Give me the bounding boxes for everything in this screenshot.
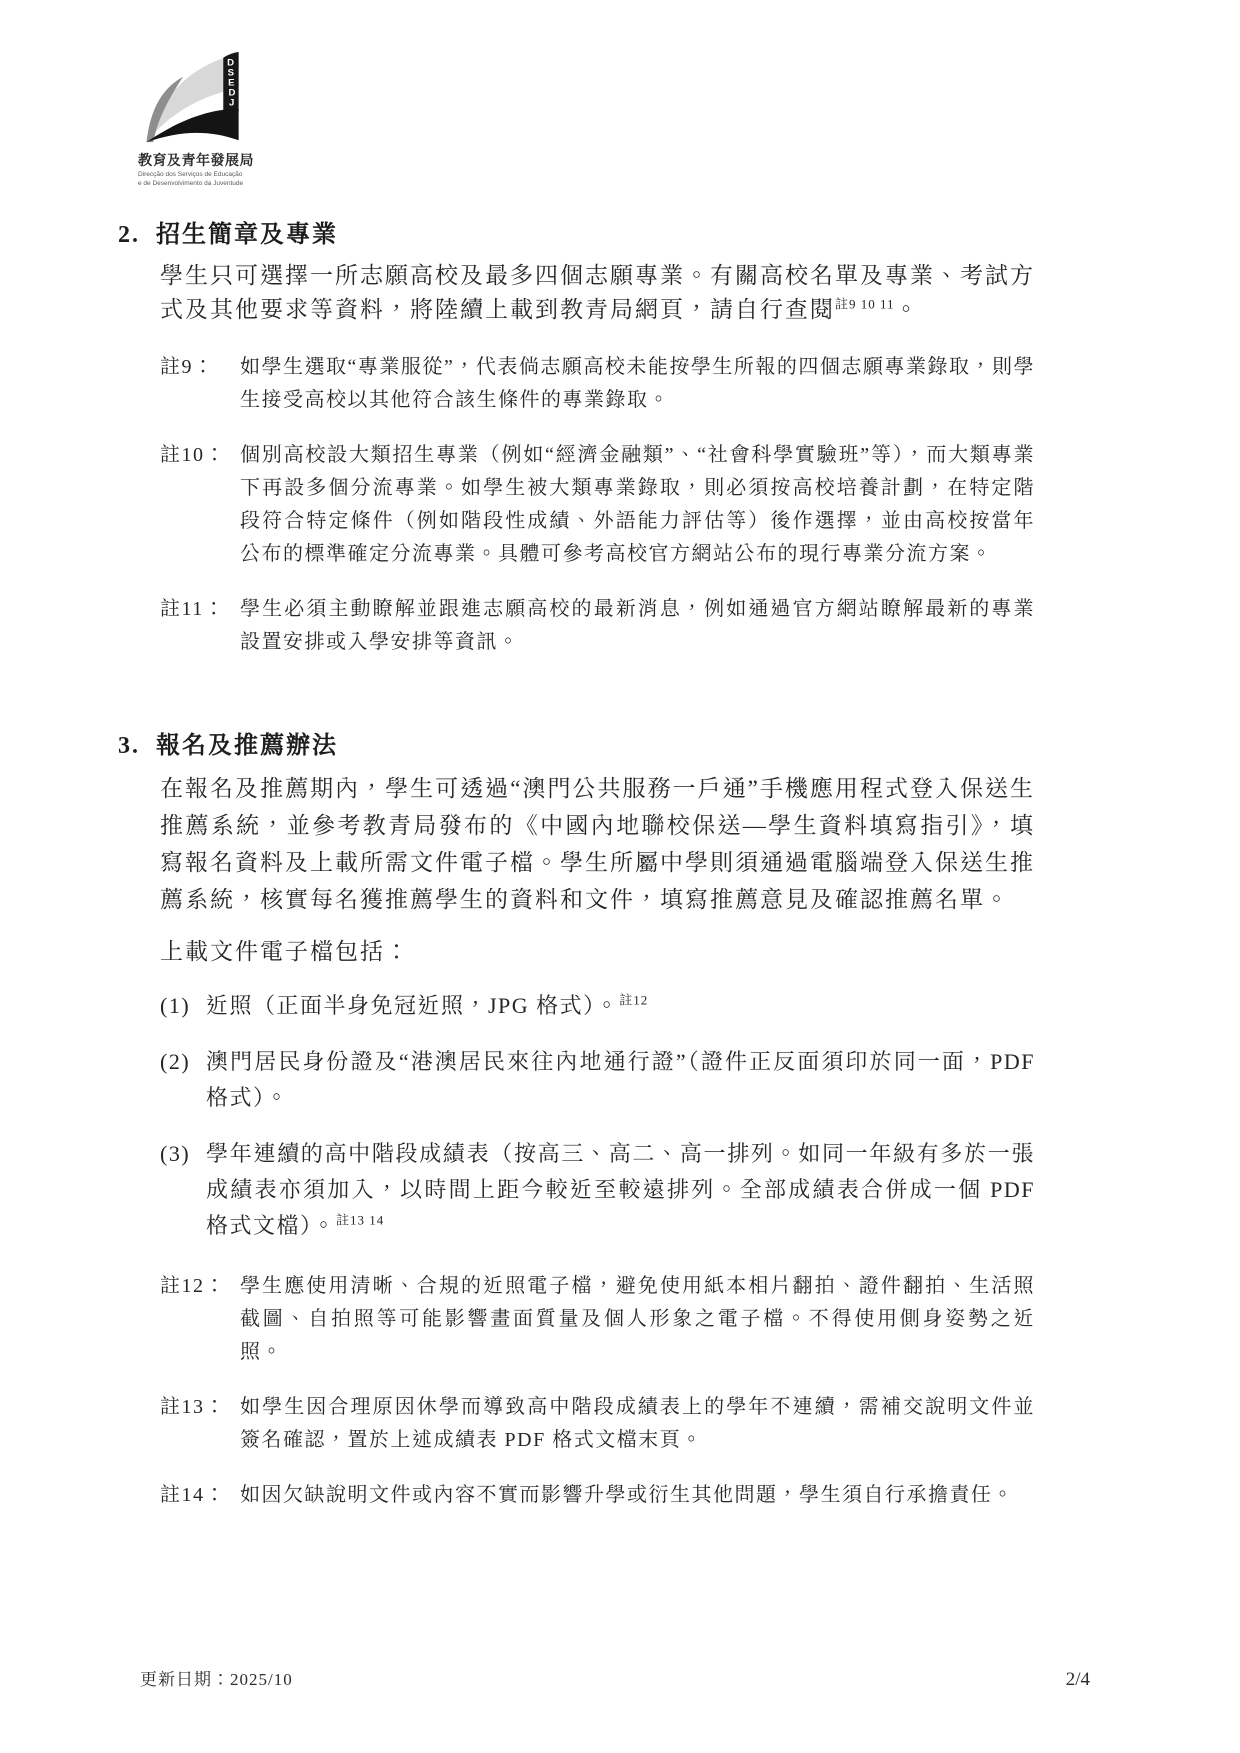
section-2-paragraph — [160, 259, 1035, 327]
note-10 — [160, 439, 1035, 571]
update-date: 更新日期：2025/10 — [140, 1670, 293, 1689]
upload-item-3-label: (3) — [160, 1141, 191, 1166]
note-10-text: 個別高校設大類招生專業（例如“經濟金融類”、“社會科學實驗班”等），而大類專業下再設多個分流專業。如學生被大類專業錄取，則必須按高校培養計劃，在特定階段符合特定條件（例如階段性成績、外語能力評估等）後作選擇，並由高校按當年公布的標準確定分流專業。具體可參考高校官方網站公布的現行專業分流方案。 — [240, 444, 1035, 565]
note-12-text: 學生應使用清晰、合規的近照電子檔，避免使用紙本相片翻拍、證件翻拍、生活照截圖、自拍照等可能影響畫面質量及個人形象之電子檔。不得使用側身姿勢之近照。 — [240, 1275, 1035, 1363]
dsedj-logo — [138, 50, 288, 188]
section-2-paragraph-text: 學生只可選擇一所志願高校及最多四個志願專業。有關高校名單及專業、考試方式及其他要求等資料，將陸續上載到教青局網頁，請自行查閱 — [160, 263, 1035, 322]
upload-item-3 — [160, 1136, 1035, 1244]
section-3-number: 3. — [118, 733, 140, 759]
note-14-label: 註14： — [160, 1484, 226, 1506]
dsedj-logo-icon — [138, 50, 250, 146]
section-2-title: 招生簡章及專業 — [156, 222, 338, 248]
upload-item-3-text — [206, 1136, 1035, 1244]
upload-item-1-label: (1) — [160, 993, 191, 1018]
footnote-ref-9-10-11: 註9 10 11 — [835, 296, 895, 312]
footnote-ref-12: 註12 — [619, 992, 649, 1008]
note-9-label: 註9： — [160, 356, 215, 378]
page-footer — [140, 1665, 1090, 1691]
upload-item-2-body: 澳門居民身份證及“港澳居民來往內地通行證”（證件正反面須印於同一面，PDF 格式）。 — [206, 1049, 1035, 1110]
upload-files-lead: 上載文件電子檔包括： — [160, 939, 410, 964]
note-13 — [160, 1391, 1035, 1457]
upload-item-1-text — [206, 988, 1035, 1024]
section-2-number: 2. — [118, 222, 140, 248]
upload-item-2 — [160, 1044, 1035, 1116]
upload-item-2-text — [206, 1044, 1035, 1116]
footnote-ref-13-14: 註13 14 — [336, 1212, 385, 1228]
upload-item-3-body: 學年連續的高中階段成績表（按高三、高二、高一排列。如同一年級有多於一張成績表亦須加入，以時間上距今較近至較遠排列。全部成績表合併成一個 PDF 格式文檔）。 — [206, 1141, 1035, 1238]
note-14 — [160, 1479, 1035, 1512]
section-3-title: 報名及推薦辦法 — [156, 733, 338, 759]
section-3-paragraph: 在報名及推薦期內，學生可透過“澳門公共服務一戶通”手機應用程式登入保送生推薦系統，並參考教青局發布的《中國內地聯校保送—學生資料填寫指引》，填寫報名資料及上載所需文件電子檔。學生所屬中學則須通過電腦端登入保送生推薦系統，核實每名獲推薦學生的資料和文件，填寫推薦意見及確認推薦名單。 — [160, 776, 1035, 912]
note-9-text: 如學生選取“專業服從”，代表倘志願高校未能按學生所報的四個志願專業錄取，則學生接受高校以其他符合該生條件的專業錄取。 — [240, 356, 1035, 411]
note-12 — [160, 1270, 1035, 1369]
section-2-heading — [118, 214, 1035, 249]
section-registration-recommendation — [118, 725, 1035, 1512]
logo-name-portuguese-line2: e de Desenvolvimento da Juventude — [138, 180, 244, 187]
note-14-text: 如因欠缺說明文件或內容不實而影響升學或衍生其他問題，學生須自行承擔責任。 — [240, 1484, 1014, 1506]
note-12-label: 註12： — [160, 1275, 226, 1297]
note-11-label: 註11： — [160, 598, 226, 620]
section-admission-brochure — [118, 214, 1035, 659]
note-13-label: 註13： — [160, 1396, 226, 1418]
upload-item-1-body: 近照（正面半身免冠近照，JPG 格式）。 — [206, 993, 620, 1018]
section-2-paragraph-period: 。 — [894, 297, 920, 322]
page-number: 2/4 — [1065, 1669, 1090, 1690]
upload-item-1 — [160, 988, 1035, 1024]
note-9 — [160, 351, 1035, 417]
section-2-notes — [160, 351, 1035, 659]
section-3-heading — [118, 725, 1035, 760]
logo-name-chinese: 教育及青年發展局 — [138, 152, 254, 168]
note-11 — [160, 593, 1035, 659]
upload-file-list — [160, 988, 1035, 1244]
note-11-text: 學生必須主動瞭解並跟進志願高校的最新消息，例如通過官方網站瞭解最新的專業設置安排或入學安排等資訊。 — [240, 598, 1035, 653]
logo-name-portuguese-line1: Direcção dos Serviços de Educação — [138, 171, 243, 178]
note-10-label: 註10： — [160, 444, 226, 466]
upload-item-2-label: (2) — [160, 1049, 191, 1074]
section-3-notes — [160, 1270, 1035, 1512]
svg-text:D S E: D S E D J — [227, 57, 236, 109]
note-13-text: 如學生因合理原因休學而導致高中階段成績表上的學年不連續，需補交說明文件並簽名確認，置於上述成績表 PDF 格式文檔末頁。 — [240, 1396, 1035, 1451]
